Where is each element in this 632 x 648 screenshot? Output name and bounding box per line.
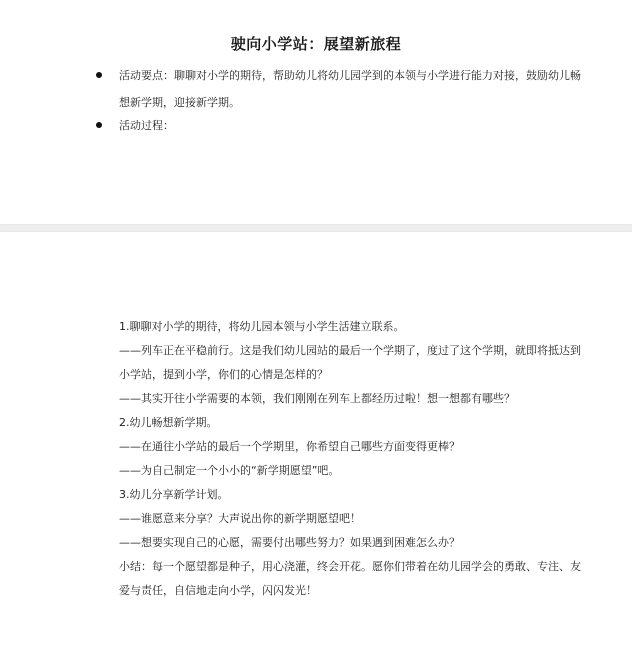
document-page-1 (0, 0, 632, 224)
document-title: 驶向小学站：展望新旅程 (230, 35, 402, 53)
paragraph: ——列车正在平稳前行。这是我们幼儿园站的最后一个学期了，度过了这个学期，就即将抵达到小学站，提到小学，你们的心情是怎样的？ (119, 344, 581, 381)
summary-paragraph: 小结：每一个愿望都是种子，用心浇灌，终会开花。愿你们带着在幼儿园学会的勇敢、专注、友爱与责任，自信地走向小学，闪闪发光！ (119, 560, 581, 597)
paragraph: ——在通往小学站的最后一个学期里，你希望自己哪些方面变得更棒？ (119, 440, 460, 453)
paragraph: ——想要实现自己的心愿，需要付出哪些努力？如果遇到困难怎么办？ (119, 536, 460, 549)
bullet-icon (96, 122, 102, 128)
bullet-text-activity-points: 活动要点：聊聊对小学的期待，帮助幼儿将幼儿园学到的本领与小学进行能力对接，鼓励幼儿畅想新学期，迎接新学期。 (119, 69, 581, 109)
section-heading-3: 3.幼儿分享新学计划。 (119, 488, 229, 501)
paragraph: ——为自己制定一个小小的“新学期愿望”吧。 (119, 464, 340, 477)
paragraph: ——其实开往小学需要的本领，我们刚刚在列车上都经历过啦！想一想都有哪些？ (119, 392, 515, 405)
bullet-text-activity-process: 活动过程： (119, 119, 174, 132)
document-page-2 (0, 232, 632, 648)
section-heading-2: 2.幼儿畅想新学期。 (119, 416, 218, 429)
paragraph: ——谁愿意来分享？大声说出你的新学期愿望吧！ (119, 512, 361, 525)
section-heading-1: 1.聊聊对小学的期待，将幼儿园本领与小学生活建立联系。 (119, 320, 405, 333)
bullet-icon (96, 72, 102, 78)
